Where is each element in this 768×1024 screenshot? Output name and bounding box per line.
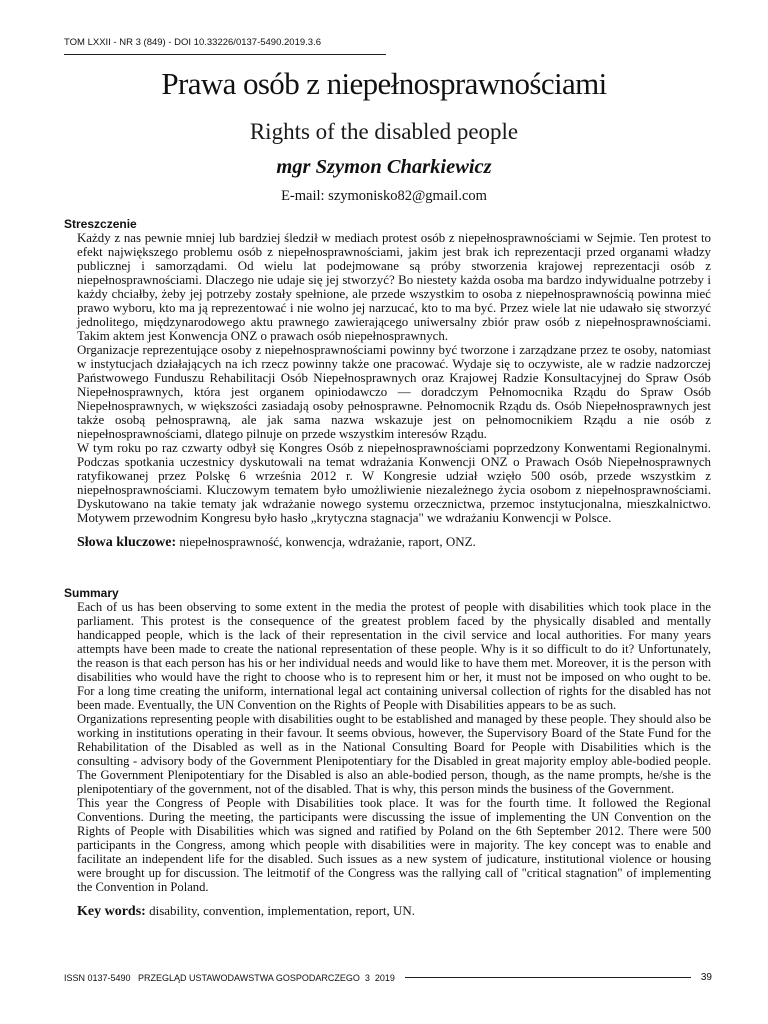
- keywords-label: Key words:: [77, 904, 146, 919]
- article-subtitle: Rights of the disabled people: [249, 119, 519, 144]
- page-footer: [64, 972, 712, 983]
- page-number: 39: [700, 972, 712, 983]
- abstract-paragraph: Każdy z nas pewnie mniej lub bardziej śledził w mediach protest osób z niepełnosprawnościami w Sejmie. Ten protest to efekt największego problemu osób z niepełnosprawnościami, jakim jest brak ich reprezentacji przed organami władzy publicznej i samorządami. Od wielu lat podejmowane są próby stworzenia krajowej reprezentacji osób z niepełnosprawnościami. Dlaczego nie udaje się jej stworzyć? Bo niestety każda osoba ma bardzo indywidualne potrzeby i każdy chciałby, żeby jej potrzeby zostały spełnione, ale przede wszystkim to osoba z niepełnosprawnością powinna mieć prawo wyboru, kto ma ją reprezentować i nie wolno jej narzucać, kto to ma być. Przez wiele lat nie udawało się stworzyć jednolitego, międzynarodowego aktu prawnego zawierającego uniwersalny zbiór praw osób z niepełnosprawnościami. Takim aktem jest Konwencja ONZ o prawach osób niepełnosprawnych.: [77, 231, 711, 343]
- abstract-english-section: [64, 587, 711, 919]
- abstract-paragraph: Organizations representing people with disabilities ought to be established and managed by these people. They should also be working in institutions operating in their favour. It seems obvious, however, the Supervisory Board of the State Fund for the Rehabilitation of the Disabled as well as in the National Consulting Board for People with Disabilities which is the consulting - advisory body of the Government Plenipotentiary for the Disabled in great majority employ able-bodied people. The Government Plenipotentiary for the Disabled is also an able-bodied person, though, as the name prompts, he/she is the plenipotentiary of the government, not of the disabled. That is why, this person minds the business of the Government.: [77, 712, 711, 796]
- author-email: E-mail: szymonisko82@gmail.com: [281, 188, 487, 204]
- abstract-polish-section: [64, 218, 711, 550]
- keywords-text: disability, convention, implementation, report, UN.: [149, 903, 416, 918]
- footer-rule: [405, 977, 691, 978]
- abstract-paragraph: This year the Congress of People with Disabilities took place. It was for the fourth time. It followed the Regional Conventions. During the meeting, the participants were discussing the issue of implementing the UN Convention on the Rights of People with Disabilities which was signed and ratified by Poland on the 6th September 2012. There were 500 participants in the Congress, among which people with disabilities were in majority. The key concept was to enable and facilitate an independent life for the disabled. Such issues as a new system of judicature, institutional violence or housing were brought up for discussion. The leitmotif of the Congress was the rallying call of "critical stagnation" of implementing the Convention in Poland.: [77, 796, 711, 894]
- abstract-english-body: [64, 600, 711, 894]
- abstract-english-heading: Summary: [64, 586, 119, 600]
- keywords-polish: [64, 534, 711, 550]
- author-name: mgr Szymon Charkiewicz: [276, 156, 492, 178]
- abstract-polish-heading: Streszczenie: [64, 217, 137, 231]
- keywords-label: Słowa kluczowe:: [77, 535, 177, 550]
- keywords-english: [64, 903, 711, 919]
- abstract-paragraph: W tym roku po raz czwarty odbył się Kongres Osób z niepełnosprawnościami poprzedzony Konwentami Regionalnymi. Podczas spotkania uczestnicy dyskutowali na temat wdrażania Konwencji ONZ o Prawach Osób Niepełnosprawnych ratyfikowanej przez Polskę 6 września 2012 r. W Kongresie udział wzięło 500 osób, przede wszystkim z niepełnosprawnościami. Kluczowym tematem było umożliwienie niezależnego życia osobom z niepełnosprawnościami. Dyskutowano na takie tematy jak wdrażanie nowego systemu orzecznictwa, przemoc instytucjonalna, mieszkalnictwo. Motywem przewodnim Kongresu było hasło „krytyczna stagnacja" we wdrażaniu Konwencji w Polsce.: [77, 441, 711, 525]
- article-title: Prawa osób z niepełnosprawnościami: [161, 66, 607, 101]
- keywords-text: niepełnosprawność, konwencja, wdrażanie, raport, ONZ.: [179, 534, 476, 549]
- abstract-paragraph: Each of us has been observing to some extent in the media the protest of people with disabilities which took place in the parliament. This protest is the consequence of the greatest problem faced by the physically disabled and mentally handicapped people, which is the lack of their representation in the civil service and local authorities. For many years attempts have been made to create the national representation of these people. Why is it so difficult to do it? Unfortunately, the reason is that each person has his or her individual needs and would like to have them met. Moreover, it is the person with disabilities who would have the right to choose who is to represent him or her, it must not be imposed on who ought to be. For a long time creating the uniform, international legal act containing universal collection of rights for the disabled has not been made. Eventually, the UN Convention on the Rights of People with Disabilities appears to be as such.: [77, 600, 711, 712]
- journal-header: TOM LXXII - NR 3 (849) - DOI 10.33226/0137-5490.2019.3.6: [64, 37, 386, 55]
- abstract-polish-body: [64, 231, 711, 525]
- abstract-paragraph: Organizacje reprezentujące osoby z niepełnosprawnościami powinny być tworzone i zarządzane przez te osoby, natomiast w instytucjach działających na ich rzecz powinny także one pracować. Wydaje się to oczywiste, ale w radzie nadzorczej Państwowego Funduszu Rehabilitacji Osób Niepełnosprawnych oraz Krajowej Radzie Konsultacyjnej do Spraw Osób Niepełnosprawnych, która jest organem opiniodawczo — doradczym Pełnomocnika Rządu do Spraw Osób Niepełnosprawnych, w większości zasiadają osoby pełnosprawne. Pełnomocnik Rządu ds. Osób Niepełnosprawnych jest także osobą pełnosprawną, ale jak sama nazwa wskazuje jest on pełnomocnikiem Rządu a nie osób z niepełnosprawnościami, dlatego pilnuje on przede wszystkim interesów Rządu.: [77, 343, 711, 441]
- footer-journal: ISSN 0137-5490 PRZEGLĄD USTAWODAWSTWA GOSPODARCZEGO 3 2019: [64, 972, 395, 983]
